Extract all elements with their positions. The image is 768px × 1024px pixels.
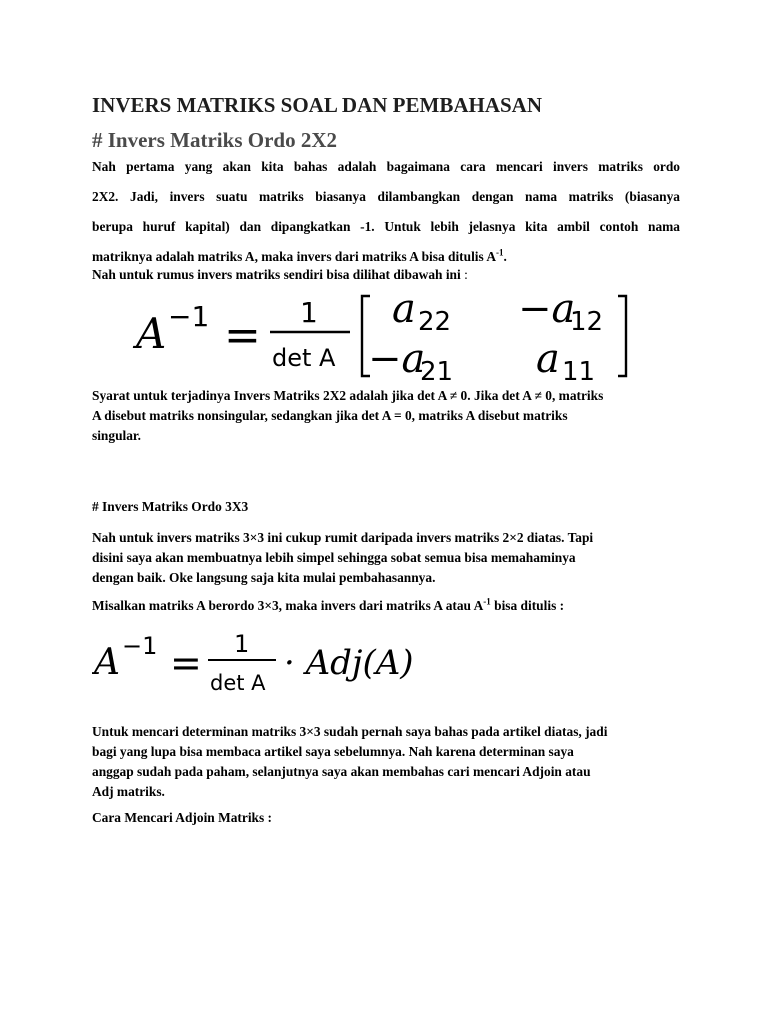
page-title: INVERS MATRIKS SOAL DAN PEMBAHASAN — [92, 93, 543, 117]
paragraph-line: Adj matriks. — [92, 784, 165, 799]
paragraph-line: Untuk mencari determinan matriks 3×3 sudah pernah saya bahas pada artikel diatas, jadi — [92, 724, 608, 739]
formula-lhs-exponent: −1 — [122, 632, 158, 660]
paragraph-line: berupa huruf kapital) dan dipangkatkan -1. Untuk lebih jelasnya kita ambil contoh nama — [92, 219, 680, 234]
formula-rhs: · Adj(A) — [284, 643, 414, 683]
formula-numerator: 1 — [234, 630, 250, 658]
paragraph-syarat — [92, 386, 692, 446]
right-bracket-icon — [618, 296, 626, 376]
formula-equals: = — [170, 641, 202, 685]
matrix-entry-a11: a — [536, 336, 560, 382]
formula-svg — [130, 284, 650, 384]
matrix-entry-a22-sub: 22 — [418, 307, 452, 337]
matrix-entry-a21-sub: 21 — [420, 357, 454, 384]
formula-inverse-2x2 — [130, 284, 650, 384]
paragraph-line: anggap sudah pada paham, selanjutnya saya akan membahas cari mencari Adjoin atau — [92, 764, 591, 779]
matrix-entry-a12: −a — [518, 286, 576, 332]
formula-inverse-3x3 — [92, 622, 452, 702]
formula-lhs-exponent: −1 — [168, 300, 210, 333]
matrix-entry-a21: −a — [368, 336, 426, 382]
formula-equals: = — [224, 310, 261, 361]
paragraph-intro-2x2 — [92, 152, 680, 272]
paragraph-intro-3x3 — [92, 528, 692, 588]
paragraph-line: Syarat untuk terjadinya Invers Matriks 2X2 adalah jika det A ≠ 0. Jika det A ≠ 0, matriks — [92, 388, 604, 403]
formula-denominator: det A — [210, 671, 266, 695]
matrix-entry-a22: a — [392, 286, 416, 332]
text-segment: Misalkan matriks A berordo 3×3, maka invers dari matriks A atau A — [92, 598, 484, 613]
paragraph-line: dengan baik. Oke langsung saja kita mulai pembahasannya. — [92, 570, 436, 585]
paragraph-line: singular. — [92, 428, 141, 443]
paragraph-line: Nah untuk invers matriks 3×3 ini cukup rumit daripada invers matriks 2×2 diatas. Tapi — [92, 530, 594, 545]
formula-intro — [92, 265, 468, 285]
paragraph-determinan — [92, 722, 692, 802]
paragraph-line: bagi yang lupa bisa membaca artikel saya sebelumnya. Nah karena determinan saya — [92, 744, 574, 759]
matrix-entry-a11-sub: 11 — [562, 357, 596, 384]
formula-lhs-base: A — [136, 309, 167, 358]
text-segment: Nah untuk rumus invers matriks sendiri bisa dilihat dibawah ini — [92, 267, 461, 282]
formula-numerator: 1 — [300, 296, 318, 329]
section-heading-3x3: # Invers Matriks Ordo 3X3 — [92, 499, 249, 514]
paragraph-misalkan — [92, 596, 564, 616]
formula-lhs-base: A — [94, 642, 120, 683]
formula-denominator: det A — [272, 344, 336, 372]
superscript: -1 — [496, 247, 504, 258]
paragraph-line: 2X2. Jadi, invers suatu matriks biasanya dilambangkan dengan nama matriks (biasanya — [92, 189, 680, 204]
text-segment: bisa ditulis : — [490, 598, 565, 613]
section-heading-2x2: # Invers Matriks Ordo 2X2 — [92, 128, 337, 152]
superscript: -1 — [483, 596, 491, 607]
formula-svg — [92, 622, 452, 702]
text-segment: . — [503, 249, 507, 264]
paragraph-line: A disebut matriks nonsingular, sedangkan jika det A = 0, matriks A disebut matriks — [92, 408, 568, 423]
text-segment: matriknya adalah matriks A, maka invers dari matriks A bisa ditulis A — [92, 249, 497, 264]
matrix-entry-a12-sub: 12 — [570, 307, 604, 337]
paragraph-line: disini saya akan membuatnya lebih simpel sehingga sobat semua bisa memahaminya — [92, 550, 576, 565]
paragraph-line: Nah pertama yang akan kita bahas adalah bagaimana cara mencari invers matriks ordo — [92, 159, 680, 174]
heading-cara-adjoin: Cara Mencari Adjoin Matriks : — [92, 810, 273, 825]
text-segment: : — [464, 267, 468, 282]
